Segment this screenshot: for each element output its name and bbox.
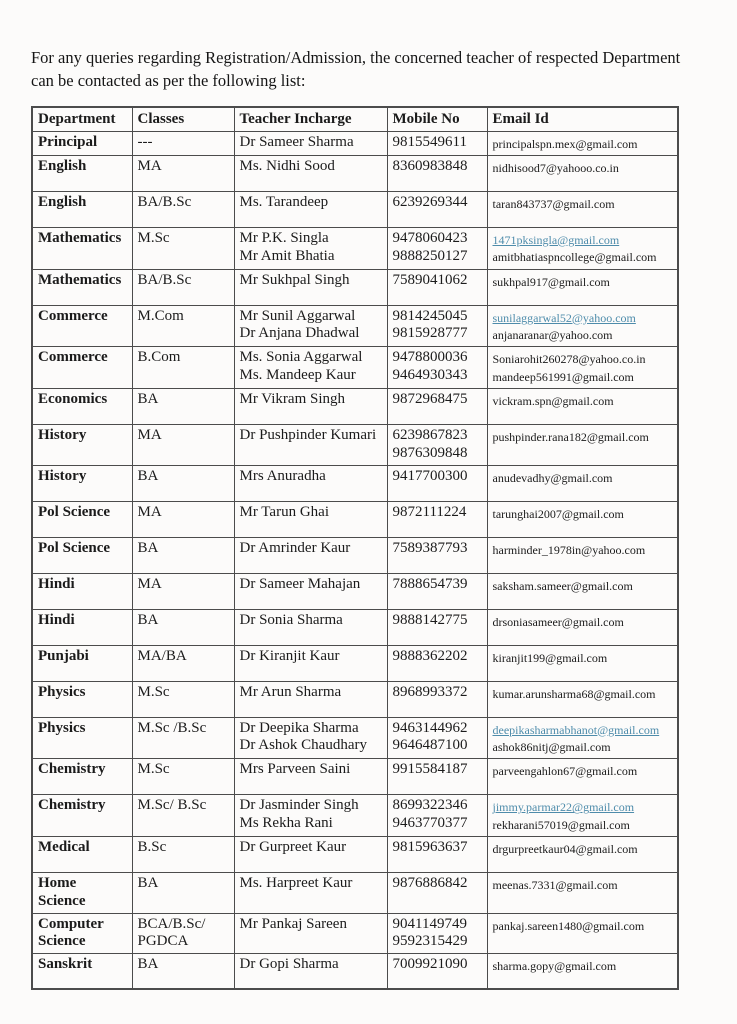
intro-text: For any queries regarding Registration/Admission, the concerned teacher of respected Department can be contacted as per the following list:	[31, 48, 681, 91]
email-line	[493, 393, 673, 410]
department-cell: History	[32, 465, 132, 501]
cell-line: Dr Gurpreet Kaur	[239, 839, 347, 856]
email-line	[493, 351, 673, 368]
cell-line: 9463144962	[392, 719, 468, 736]
cell-line: Dr Ashok Chaudhary	[239, 737, 367, 754]
cell-line: Mr Pankaj Sareen	[239, 915, 347, 932]
email-text: harminder_1978in@yahoo.com	[492, 542, 646, 557]
table-header-row	[32, 107, 678, 131]
email-text: principalspn.mex@gmail.com	[492, 136, 638, 151]
teacher-cell	[234, 573, 387, 609]
email-cell	[487, 953, 678, 989]
cell-line: 9417700300	[392, 467, 468, 484]
email-text: pushpinder.rana182@gmail.com	[492, 430, 649, 445]
cell-line: Dr Sameer Mahajan	[239, 575, 361, 592]
teacher-cell	[234, 227, 387, 269]
email-line	[493, 739, 673, 756]
cell-line: 8360983848	[392, 157, 468, 174]
email-cell	[487, 501, 678, 537]
email-text: pankaj.sareen1480@gmail.com	[492, 918, 645, 933]
email-cell	[487, 389, 678, 425]
table-row	[32, 837, 678, 873]
email-cell	[487, 537, 678, 573]
classes-cell: BCA/B.Sc/ PGDCA	[132, 913, 234, 953]
cell-line: 9815963637	[392, 839, 468, 856]
mobile-cell	[387, 347, 487, 389]
table-row	[32, 425, 678, 465]
department-cell: History	[32, 425, 132, 465]
email-cell	[487, 465, 678, 501]
mobile-cell	[387, 953, 487, 989]
department-cell: Medical	[32, 837, 132, 873]
email-line	[493, 369, 673, 386]
cell-line: Mrs Anuradha	[239, 467, 326, 484]
cell-line: 9814245045	[392, 307, 468, 324]
cell-line: Mr Amit Bhatia	[239, 247, 335, 264]
email-cell	[487, 269, 678, 305]
email-line	[493, 614, 673, 631]
cell-line: Mrs Parveen Saini	[239, 761, 351, 778]
email-cell	[487, 573, 678, 609]
email-cell	[487, 681, 678, 717]
cell-line: 7589387793	[392, 539, 468, 556]
mobile-cell	[387, 425, 487, 465]
email-cell	[487, 795, 678, 837]
email-cell	[487, 913, 678, 953]
teacher-cell	[234, 191, 387, 227]
email-text: nidhisood7@yahooo.co.in	[492, 160, 619, 175]
cell-line: 9592315429	[392, 933, 468, 950]
mobile-cell	[387, 873, 487, 913]
email-text: ashok86nitj@gmail.com	[492, 740, 611, 755]
classes-cell: BA/B.Sc	[132, 269, 234, 305]
email-line	[493, 196, 673, 213]
table-row	[32, 573, 678, 609]
cell-line: Dr Sameer Sharma	[239, 133, 354, 150]
table-row	[32, 465, 678, 501]
cell-line: 6239269344	[392, 193, 468, 210]
email-line	[493, 310, 673, 327]
email-line	[493, 841, 673, 858]
cell-line: Ms Rekha Rani	[239, 815, 333, 832]
department-cell: English	[32, 155, 132, 191]
email-line	[493, 506, 673, 523]
table-row	[32, 609, 678, 645]
contact-table	[31, 106, 679, 991]
email-line	[493, 817, 673, 834]
classes-cell: BA/B.Sc	[132, 191, 234, 227]
department-cell: Home Science	[32, 873, 132, 913]
mobile-cell	[387, 227, 487, 269]
mobile-cell	[387, 795, 487, 837]
email-cell	[487, 227, 678, 269]
email-cell	[487, 645, 678, 681]
department-cell: Hindi	[32, 573, 132, 609]
email-cell	[487, 425, 678, 465]
cell-line: 9872111224	[392, 503, 467, 520]
table-row	[32, 227, 678, 269]
mobile-cell	[387, 305, 487, 347]
teacher-cell	[234, 425, 387, 465]
cell-line: Ms. Mandeep Kaur	[239, 367, 356, 384]
cell-line: 8968993372	[392, 683, 468, 700]
email-line	[493, 160, 673, 177]
cell-line: Ms. Nidhi Sood	[239, 157, 335, 174]
cell-line: 7589041062	[392, 271, 468, 288]
mobile-cell	[387, 645, 487, 681]
classes-cell: M.Sc	[132, 681, 234, 717]
teacher-cell	[234, 609, 387, 645]
department-cell: Commerce	[32, 305, 132, 347]
teacher-cell	[234, 795, 387, 837]
email-cell	[487, 609, 678, 645]
department-cell: Mathematics	[32, 227, 132, 269]
email-cell	[487, 131, 678, 155]
cell-line: 9876886842	[392, 875, 468, 892]
email-text: vickram.spn@gmail.com	[492, 394, 614, 409]
classes-cell: BA	[132, 873, 234, 913]
department-cell: Commerce	[32, 347, 132, 389]
cell-line: 9041149749	[392, 915, 467, 932]
teacher-cell	[234, 305, 387, 347]
department-cell: Physics	[32, 717, 132, 759]
teacher-cell	[234, 269, 387, 305]
cell-line: Mr Sunil Aggarwal	[239, 307, 356, 324]
email-text: kiranjit199@gmail.com	[492, 650, 608, 665]
teacher-cell	[234, 389, 387, 425]
mobile-cell	[387, 573, 487, 609]
teacher-cell	[234, 501, 387, 537]
department-cell: Punjabi	[32, 645, 132, 681]
classes-cell: BA	[132, 465, 234, 501]
mobile-cell	[387, 389, 487, 425]
teacher-cell	[234, 913, 387, 953]
cell-line: 9478800036	[392, 349, 468, 366]
email-link[interactable]: 1471pksingla@gmail.com	[492, 232, 620, 247]
email-line	[493, 877, 673, 894]
email-line	[493, 429, 673, 446]
email-text: tarunghai2007@gmail.com	[492, 506, 624, 521]
email-line	[493, 958, 673, 975]
mobile-cell	[387, 537, 487, 573]
department-cell: English	[32, 191, 132, 227]
mobile-cell	[387, 501, 487, 537]
email-link[interactable]: jimmy.parmar22@gmail.com	[492, 800, 635, 815]
email-text: meenas.7331@gmail.com	[492, 878, 618, 893]
email-text: saksham.sameer@gmail.com	[492, 578, 633, 593]
classes-cell: M.Sc	[132, 759, 234, 795]
classes-cell: B.Com	[132, 347, 234, 389]
email-line	[493, 650, 673, 667]
email-text: amitbhatiaspncollege@gmail.com	[492, 250, 657, 265]
classes-cell: M.Sc	[132, 227, 234, 269]
classes-cell: B.Sc	[132, 837, 234, 873]
teacher-cell	[234, 681, 387, 717]
mobile-cell	[387, 717, 487, 759]
teacher-cell	[234, 837, 387, 873]
mobile-cell	[387, 913, 487, 953]
cell-line: Mr P.K. Singla	[239, 229, 329, 246]
department-cell: Sanskrit	[32, 953, 132, 989]
mobile-cell	[387, 759, 487, 795]
cell-line: Mr Arun Sharma	[239, 683, 342, 700]
email-text: kumar.arunsharma68@gmail.com	[492, 686, 656, 701]
table-row	[32, 131, 678, 155]
teacher-cell	[234, 347, 387, 389]
department-cell: Physics	[32, 681, 132, 717]
classes-cell: M.Sc/ B.Sc	[132, 795, 234, 837]
cell-line: Dr Kiranjit Kaur	[239, 647, 340, 664]
table-row	[32, 795, 678, 837]
email-text: anudevadhy@gmail.com	[492, 470, 613, 485]
mobile-cell	[387, 465, 487, 501]
mobile-cell	[387, 681, 487, 717]
cell-line: Dr Anjana Dhadwal	[239, 325, 360, 342]
table-header	[32, 107, 678, 131]
email-text: mandeep561991@gmail.com	[492, 369, 634, 384]
classes-cell: M.Sc /B.Sc	[132, 717, 234, 759]
cell-line: Dr Amrinder Kaur	[239, 539, 351, 556]
cell-line: Mr Vikram Singh	[239, 391, 345, 408]
cell-line: 9915584187	[392, 761, 468, 778]
email-text: rekharani57019@gmail.com	[492, 817, 630, 832]
table-row	[32, 501, 678, 537]
email-line	[493, 578, 673, 595]
table-row	[32, 645, 678, 681]
mobile-cell	[387, 837, 487, 873]
column-header: Department	[32, 107, 132, 131]
cell-line: 6239867823	[392, 427, 468, 444]
table-row	[32, 191, 678, 227]
cell-line: 9464930343	[392, 367, 468, 384]
teacher-cell	[234, 759, 387, 795]
classes-cell: BA	[132, 609, 234, 645]
email-link[interactable]: sunilaggarwal52@yahoo.com	[492, 310, 636, 325]
email-text: drgurpreetkaur04@gmail.com	[492, 842, 638, 857]
classes-cell: MA	[132, 425, 234, 465]
table-row	[32, 873, 678, 913]
department-cell: Hindi	[32, 609, 132, 645]
email-line	[493, 274, 673, 291]
email-line	[493, 918, 673, 935]
department-cell: Pol Science	[32, 501, 132, 537]
teacher-cell	[234, 465, 387, 501]
email-line	[493, 542, 673, 559]
table-row	[32, 681, 678, 717]
teacher-cell	[234, 155, 387, 191]
cell-line: Ms. Tarandeep	[239, 193, 329, 210]
classes-cell: MA	[132, 573, 234, 609]
table-row	[32, 269, 678, 305]
department-cell: Chemistry	[32, 759, 132, 795]
department-cell: Chemistry	[32, 795, 132, 837]
cell-line: 9646487100	[392, 737, 468, 754]
cell-line: Ms. Harpreet Kaur	[239, 875, 353, 892]
cell-line: Ms. Sonia Aggarwal	[239, 349, 363, 366]
email-link[interactable]: deepikasharmabhanot@gmail.com	[492, 722, 660, 737]
mobile-cell	[387, 191, 487, 227]
cell-line: 9876309848	[392, 444, 468, 461]
email-text: Soniarohit260278@yahoo.co.in	[492, 352, 646, 367]
email-text: taran843737@gmail.com	[492, 196, 615, 211]
cell-line: 7888654739	[392, 575, 468, 592]
cell-line: 9815549611	[392, 133, 467, 150]
email-cell	[487, 873, 678, 913]
table-row	[32, 155, 678, 191]
cell-line: 9872968475	[392, 391, 468, 408]
classes-cell: BA	[132, 953, 234, 989]
table-row	[32, 953, 678, 989]
email-line	[493, 470, 673, 487]
classes-cell: MA	[132, 501, 234, 537]
cell-line: 9463770377	[392, 815, 468, 832]
email-text: drsoniasameer@gmail.com	[492, 614, 624, 629]
cell-line: Dr Deepika Sharma	[239, 719, 359, 736]
table-row	[32, 537, 678, 573]
email-text: anjanaranar@yahoo.com	[492, 328, 613, 343]
cell-line: 9478060423	[392, 229, 468, 246]
cell-line: Dr Pushpinder Kumari	[239, 427, 377, 444]
teacher-cell	[234, 717, 387, 759]
department-cell: Economics	[32, 389, 132, 425]
email-cell	[487, 759, 678, 795]
email-line	[493, 327, 673, 344]
cell-line: Dr Sonia Sharma	[239, 611, 343, 628]
email-cell	[487, 717, 678, 759]
classes-cell: MA	[132, 155, 234, 191]
email-cell	[487, 155, 678, 191]
column-header: Teacher Incharge	[234, 107, 387, 131]
email-line	[493, 763, 673, 780]
teacher-cell	[234, 645, 387, 681]
teacher-cell	[234, 873, 387, 913]
email-line	[493, 799, 673, 816]
email-text: sukhpal917@gmail.com	[492, 274, 610, 289]
email-line	[493, 136, 673, 153]
table-row	[32, 759, 678, 795]
department-cell: Pol Science	[32, 537, 132, 573]
email-cell	[487, 837, 678, 873]
cell-line: 9888362202	[392, 647, 468, 664]
email-line	[493, 722, 673, 739]
email-line	[493, 686, 673, 703]
column-header: Mobile No	[387, 107, 487, 131]
teacher-cell	[234, 953, 387, 989]
classes-cell: MA/BA	[132, 645, 234, 681]
cell-line: Dr Jasminder Singh	[239, 797, 359, 814]
email-cell	[487, 347, 678, 389]
table-row	[32, 389, 678, 425]
email-text: sharma.gopy@gmail.com	[492, 958, 617, 973]
email-line	[493, 249, 673, 266]
email-cell	[487, 191, 678, 227]
teacher-cell	[234, 131, 387, 155]
teacher-cell	[234, 537, 387, 573]
classes-cell: BA	[132, 389, 234, 425]
cell-line: 8699322346	[392, 797, 468, 814]
email-text: parveengahlon67@gmail.com	[492, 764, 638, 779]
department-cell: Principal	[32, 131, 132, 155]
classes-cell: BA	[132, 537, 234, 573]
mobile-cell	[387, 269, 487, 305]
department-cell: Mathematics	[32, 269, 132, 305]
table-row	[32, 717, 678, 759]
mobile-cell	[387, 131, 487, 155]
department-cell: Computer Science	[32, 913, 132, 953]
table-body	[32, 131, 678, 989]
email-cell	[487, 305, 678, 347]
cell-line: Mr Tarun Ghai	[239, 503, 329, 520]
table-row	[32, 347, 678, 389]
mobile-cell	[387, 155, 487, 191]
cell-line: Dr Gopi Sharma	[239, 955, 339, 972]
classes-cell: M.Com	[132, 305, 234, 347]
column-header: Email Id	[487, 107, 678, 131]
cell-line: 9888142775	[392, 611, 468, 628]
cell-line: 9815928777	[392, 325, 468, 342]
cell-line: Mr Sukhpal Singh	[239, 271, 350, 288]
cell-line: 7009921090	[392, 955, 468, 972]
email-line	[493, 232, 673, 249]
table-row	[32, 305, 678, 347]
cell-line: 9888250127	[392, 247, 468, 264]
mobile-cell	[387, 609, 487, 645]
table-row	[32, 913, 678, 953]
classes-cell: ---	[132, 131, 234, 155]
column-header: Classes	[132, 107, 234, 131]
